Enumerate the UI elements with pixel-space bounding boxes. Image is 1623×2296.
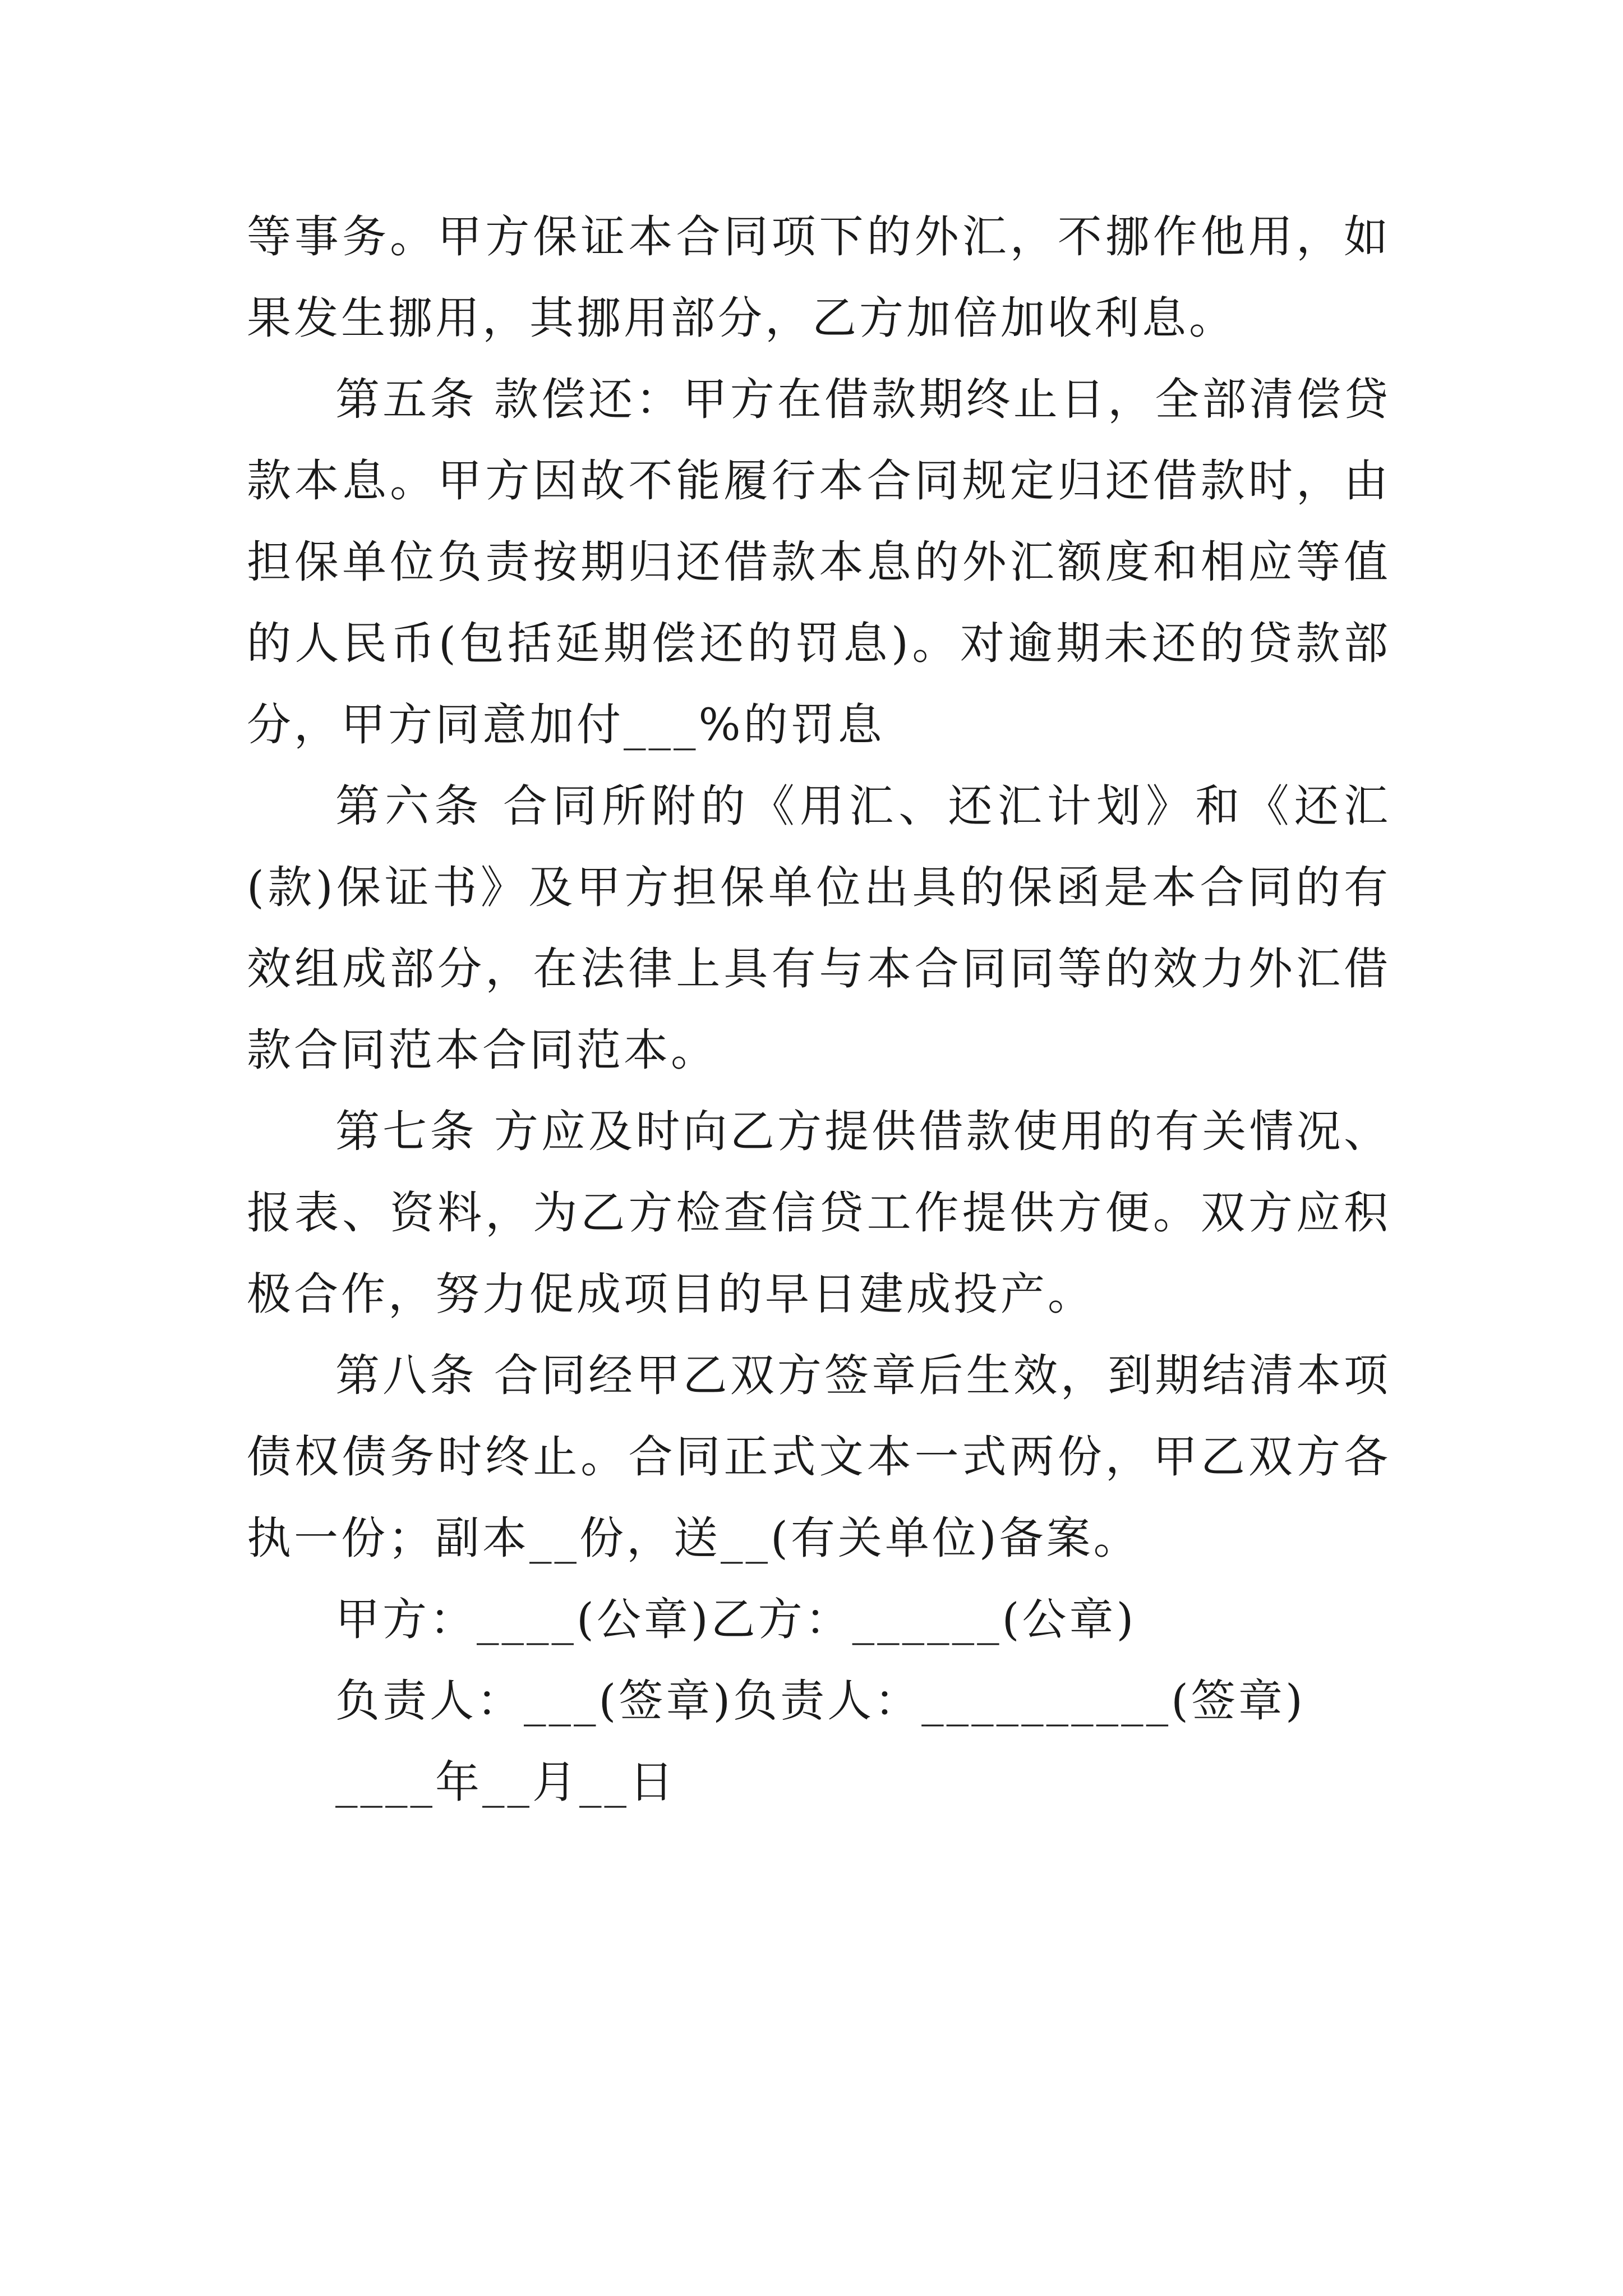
party-seal-line: 甲方：____(公章)乙方：______(公章): [335, 1594, 1137, 1645]
article-eight: 第八条 合同经甲乙双方签章后生效，到期结清本项债权债务时终止。合同正式文本一式两份，甲乙双方各执一份；副本__份，送__(有关单位)备案。: [247, 1350, 1391, 1564]
paragraph-continuation: 等事务。甲方保证本合同项下的外汇，不挪作他用，如果发生挪用，其挪用部分，乙方加倍加收利息。: [247, 211, 1391, 344]
article-five: 第五条 款偿还：甲方在借款期终止日，全部清偿贷款本息。甲方因故不能履行本合同规定归还借款时，由担保单位负责按期归还借款本息的外汇额度和相应等值的人民币(包括延期偿还的罚息)。对逾期未还的贷款部分，甲方同意加付___%的罚息: [247, 374, 1391, 751]
date-line: ____年__月__日: [335, 1756, 676, 1808]
responsible-person-line: 负责人：___(签章)负责人：__________(签章): [335, 1675, 1306, 1727]
article-six: 第六条 合同所附的《用汇、还汇计划》和《还汇(款)保证书》及甲方担保单位出具的保函是本合同的有效组成部分，在法律上具有与本合同同等的效力外汇借款合同范本合同范本。: [247, 780, 1391, 1076]
article-seven: 第七条 方应及时向乙方提供借款使用的有关情况、报表、资料，为乙方检查信贷工作提供方便。双方应积极合作，努力促成项目的早日建成投产。: [247, 1106, 1391, 1320]
contract-text: [247, 196, 1391, 1823]
